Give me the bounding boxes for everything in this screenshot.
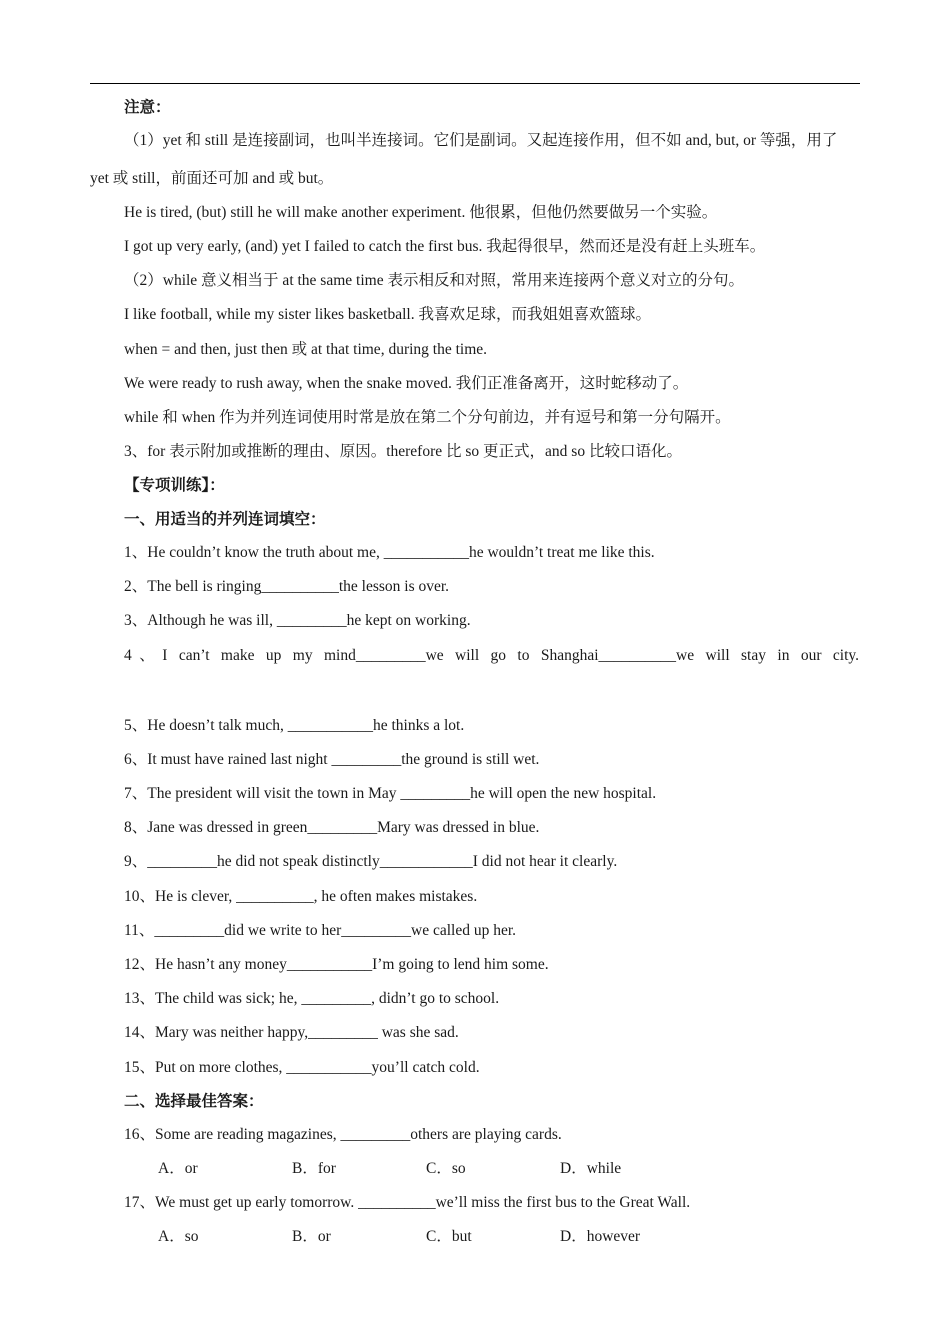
training-heading: 【专项训练】：	[124, 477, 225, 494]
question-17: 17、We must get up early tomorrow. __________we’ll miss the first bus to the Great Wall.	[124, 1194, 691, 1211]
question-16: 16、Some are reading magazines, _________others are playing cards.	[124, 1126, 562, 1143]
note-2: （2）while 意义相当于 at the same time 表示相反和对照，常用来连接两个意义对立的分句。	[124, 272, 744, 289]
question-10: 10、He is clever, __________, he often makes mistakes.	[124, 888, 478, 905]
q16-option-c: C．so	[426, 1160, 466, 1177]
question-8: 8、Jane was dressed in green_________Mary was dressed in blue.	[124, 819, 540, 836]
question-3: 3、Although he was ill, _________he kept on working.	[124, 612, 471, 629]
question-14: 14、Mary was neither happy,_________ was she sad.	[124, 1024, 459, 1041]
q16-option-b: B．for	[292, 1160, 336, 1177]
q16-option-d: D．while	[560, 1160, 622, 1177]
example-3: I like football, while my sister likes basketball. 我喜欢足球，而我姐姐喜欢篮球。	[124, 306, 651, 323]
question-15: 15、Put on more clothes, ___________you’ll catch cold.	[124, 1059, 480, 1076]
notes-heading: 注意：	[124, 99, 171, 116]
question-6: 6、It must have rained last night _________the ground is still wet.	[124, 751, 540, 768]
section-2-title: 二、选择最佳答案：	[124, 1093, 264, 1110]
q17-option-d: D．however	[560, 1228, 641, 1245]
note-1-line-1: （1）yet 和 still 是连接副词，也叫半连接词。它们是副词。又起连接作用，但不如 and, but, or 等强，用了	[124, 132, 838, 149]
question-12: 12、He hasn’t any money___________I’m going to lend him some.	[124, 956, 549, 973]
q16-option-a: A．or	[158, 1160, 198, 1177]
q17-option-a: A．so	[158, 1228, 199, 1245]
question-7: 7、The president will visit the town in May _________he will open the new hospital.	[124, 785, 657, 802]
question-13: 13、The child was sick; he, _________, didn’t go to school.	[124, 990, 500, 1007]
while-when-rule: while 和 when 作为并列连词使用时常是放在第二个分句前边，并有逗号和第一分句隔开。	[124, 409, 731, 426]
note-3: 3、for 表示附加或推断的理由、原因。therefore 比 so 更正式，and so 比较口语化。	[124, 443, 682, 460]
note-1-line-2: yet 或 still，前面还可加 and 或 but。	[90, 170, 334, 187]
question-1: 1、He couldn’t know the truth about me, ___________he wouldn’t treat me like this.	[124, 544, 655, 561]
question-11: 11、_________did we write to her_________we called up her.	[124, 922, 517, 939]
example-1: He is tired, (but) still he will make another experiment. 他很累，但他仍然要做另一个实验。	[124, 204, 718, 221]
question-5: 5、He doesn’t talk much, ___________he thinks a lot.	[124, 717, 465, 734]
question-9: 9、_________he did not speak distinctly____________I did not hear it clearly.	[124, 853, 618, 870]
when-definition: when = and then, just then 或 at that time, during the time.	[124, 341, 488, 358]
section-1-title: 一、用适当的并列连词填空：	[124, 511, 326, 528]
header-rule	[90, 83, 860, 84]
question-4: 4、I can’t make up my mind_________we will go to Shanghai__________we will stay in our city.	[124, 647, 859, 664]
example-2: I got up very early, (and) yet I failed to catch the first bus. 我起得很早，然而还是没有赶上头班车。	[124, 238, 766, 255]
q17-option-c: C．but	[426, 1228, 472, 1245]
example-4: We were ready to rush away, when the snake moved. 我们正准备离开，这时蛇移动了。	[124, 375, 689, 392]
question-2: 2、The bell is ringing__________the lesson is over.	[124, 578, 450, 595]
q17-option-b: B．or	[292, 1228, 331, 1245]
